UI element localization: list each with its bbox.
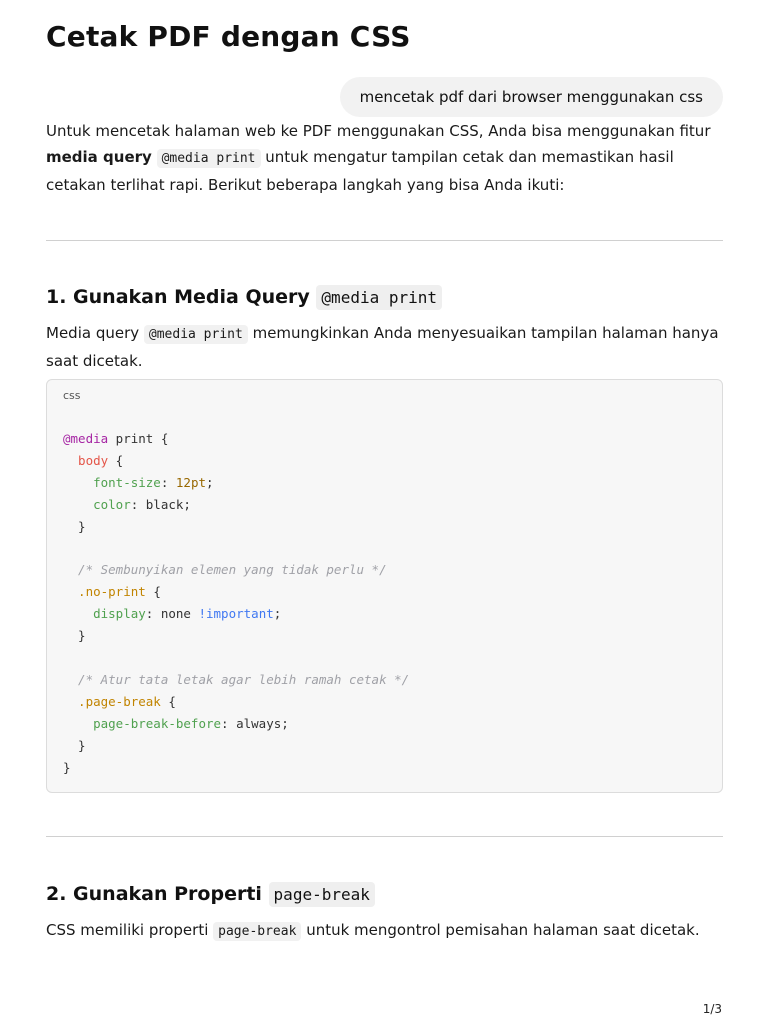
code-language-label: css [63, 389, 81, 402]
intro-paragraph [46, 118, 723, 198]
section-1-heading [46, 286, 442, 308]
page-title: Cetak PDF dengan CSS [46, 20, 411, 53]
section-1-text: Media query [46, 324, 144, 342]
section-2-inline-code: page-break [213, 922, 301, 941]
code-token: ; [273, 606, 282, 622]
code-token: @media [63, 431, 109, 446]
code-token: print { [108, 431, 169, 446]
code-token: } [63, 737, 86, 753]
section-2-text: CSS memiliki properti [46, 921, 214, 939]
code-token: font-size [63, 474, 161, 490]
page-number: 1/3 [702, 1002, 722, 1016]
code-token: 12pt [175, 474, 207, 490]
code-token: { [160, 693, 176, 709]
code-token: ; [206, 474, 214, 490]
code-token: : [160, 474, 176, 490]
code-comment: /* Atur tata letak agar lebih ramah cetak */ [63, 671, 410, 687]
code-token: { [108, 452, 124, 468]
section-1-text-continued: memungkinkan Anda menyesuaikan tampilan halaman hanya saat dicetak. [46, 324, 719, 370]
code-block[interactable] [46, 379, 723, 793]
code-token: { [145, 584, 161, 600]
code-token: !important [198, 606, 274, 622]
section-1-heading-text: 1. Gunakan Media Query [46, 286, 310, 308]
section-2-heading-text: 2. Gunakan Properti [46, 883, 262, 905]
section-1-paragraph [46, 320, 723, 374]
section-1-heading-code: @media print [316, 285, 442, 310]
code-token: page-break-before [63, 715, 222, 731]
intro-inline-code: @media print [157, 149, 261, 168]
code-token: display [63, 606, 146, 622]
code-token: } [63, 759, 71, 775]
code-token: color [63, 496, 131, 512]
user-message-bubble: mencetak pdf dari browser menggunakan css [340, 77, 723, 117]
code-content[interactable] [63, 428, 409, 779]
code-token: } [63, 518, 86, 534]
section-divider [46, 240, 723, 241]
code-token: body [63, 452, 109, 468]
section-2-heading [46, 883, 375, 905]
section-2-paragraph [46, 917, 723, 945]
intro-bold-term: media query [46, 148, 152, 166]
code-comment: /* Sembunyikan elemen yang tidak perlu */ [63, 562, 387, 578]
section-2-heading-code: page-break [269, 882, 375, 907]
section-1-inline-code: @media print [144, 325, 248, 344]
code-token: : black; [130, 496, 191, 512]
code-token: : none [145, 606, 199, 622]
code-token: } [63, 628, 86, 644]
section-divider [46, 836, 723, 837]
code-token: .page-break [63, 693, 161, 709]
intro-text-continued: untuk mengatur tampilan cetak dan memastikan hasil cetakan terlihat rapi. Berikut beberapa langkah yang bisa Anda ikuti: [46, 148, 674, 194]
intro-text: Untuk mencetak halaman web ke PDF menggunakan CSS, Anda bisa menggunakan fitur [46, 122, 711, 140]
code-token: : always; [221, 715, 289, 731]
code-token: .no-print [63, 584, 146, 600]
section-2-text-continued: untuk mengontrol pemisahan halaman saat dicetak. [301, 921, 700, 939]
